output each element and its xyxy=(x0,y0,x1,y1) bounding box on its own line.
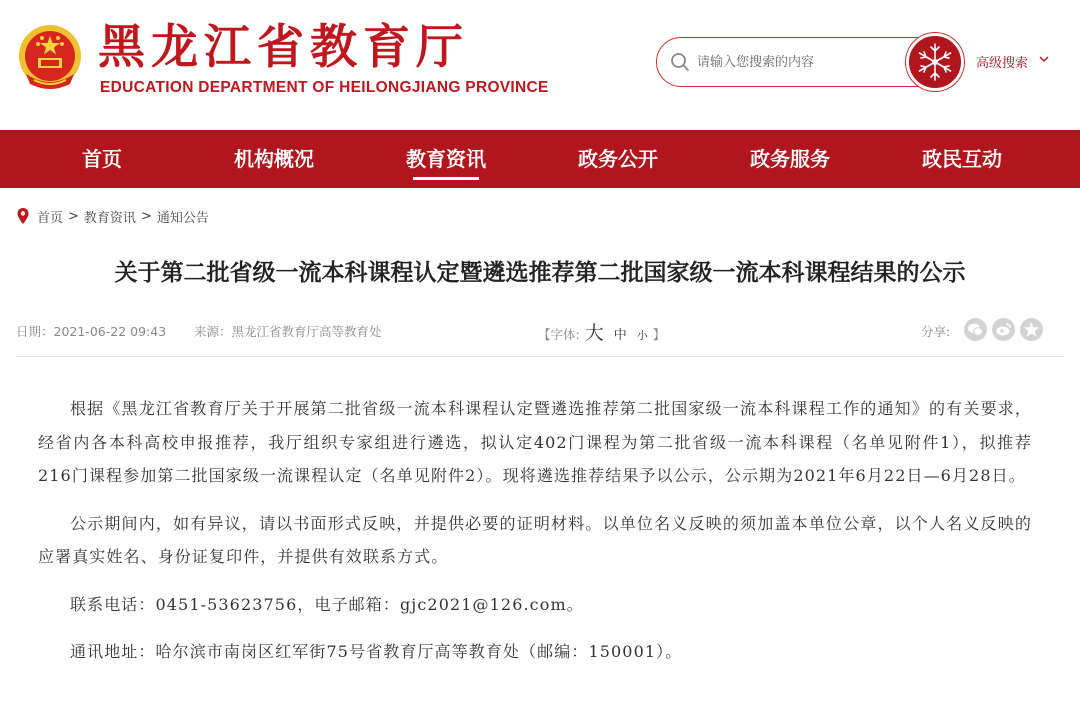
breadcrumb-education-news[interactable]: 教育资讯 xyxy=(83,210,136,226)
article-source: 来源：黑龙江省教育厅高等教育处 xyxy=(194,324,382,339)
font-size-large-button[interactable]: 大 xyxy=(584,322,604,344)
article-title: 关于第二批省级一流本科课程认定暨遴选推荐第二批国家级一流本科课程结果的公示 xyxy=(114,260,966,286)
paragraph: 通讯地址：哈尔滨市南岗区红军街75号省教育厅高等教育处（邮编：150001）。 xyxy=(70,642,683,661)
chevron-down-icon[interactable] xyxy=(1038,53,1050,65)
advanced-search-link[interactable]: 高级搜索 xyxy=(976,56,1029,71)
article-body xyxy=(38,392,1032,683)
nav-item-organization[interactable]: 机构概况 xyxy=(234,147,314,171)
paragraph: 公示期间内，如有异议，请以书面形式反映，并提供必要的证明材料。以单位名义反映的须加盖本单位公章，以个人名义反映的应署真实姓名、身份证复印件，并提供有效联系方式。 xyxy=(38,513,1032,566)
search-icon xyxy=(669,51,691,73)
search-input[interactable] xyxy=(697,50,897,74)
nav-item-interaction[interactable]: 政民互动 xyxy=(922,147,1002,171)
main-nav xyxy=(0,130,1080,188)
national-emblem-icon[interactable] xyxy=(16,22,84,92)
breadcrumb-separator: > xyxy=(68,208,79,224)
article-meta xyxy=(16,318,1064,342)
nav-item-home[interactable]: 首页 xyxy=(82,147,122,171)
qzone-icon[interactable] xyxy=(1020,318,1043,341)
breadcrumb xyxy=(16,206,209,226)
search-submit-button[interactable] xyxy=(906,33,964,91)
font-size-close: 】 xyxy=(652,327,666,342)
location-pin-icon xyxy=(16,207,30,225)
font-size-small-button[interactable]: 小 xyxy=(636,329,648,342)
meta-divider xyxy=(16,356,1064,357)
breadcrumb-notices[interactable]: 通知公告 xyxy=(156,210,209,226)
wechat-icon[interactable] xyxy=(964,318,987,341)
site-subtitle: EDUCATION DEPARTMENT OF HEILONGJIANG PROVINCE xyxy=(100,79,549,96)
weibo-icon[interactable] xyxy=(992,318,1015,341)
breadcrumb-separator: > xyxy=(140,208,152,224)
snowflake-icon xyxy=(909,36,961,88)
font-size-control xyxy=(538,318,665,345)
site-header xyxy=(0,0,1080,130)
nav-item-government-affairs[interactable]: 政务公开 xyxy=(578,147,658,171)
site-title: 黑龙江省教育厅 xyxy=(98,20,469,75)
breadcrumb-home[interactable]: 首页 xyxy=(37,210,64,226)
publish-date: 日期：2021-06-22 09:43 xyxy=(16,324,167,339)
paragraph: 联系电话：0451-53623756，电子邮箱：gjc2021@126.com。 xyxy=(70,594,584,614)
nav-item-government-services[interactable]: 政务服务 xyxy=(750,147,830,171)
share-label: 分享: xyxy=(921,324,951,339)
font-size-medium-button[interactable]: 中 xyxy=(613,328,627,343)
nav-item-education-news[interactable]: 教育资讯 xyxy=(376,130,516,188)
paragraph: 根据《黑龙江省教育厅关于开展第二批省级一流本科课程认定暨遴选推荐第二批国家级一流本科课程工作的通知》的有关要求，经省内各本科高校申报推荐，我厅组织专家组进行遴选，拟认定402门课程为第二批省级一流本科课程（名单见附件1），拟推荐216门课程参加第二批国家级一流课程认定（名单见附件2）。现将遴选推荐结果予以公示，公示期为2021年6月22日—6月28日。 xyxy=(38,399,1032,485)
font-size-open: 【字体: xyxy=(538,327,580,342)
